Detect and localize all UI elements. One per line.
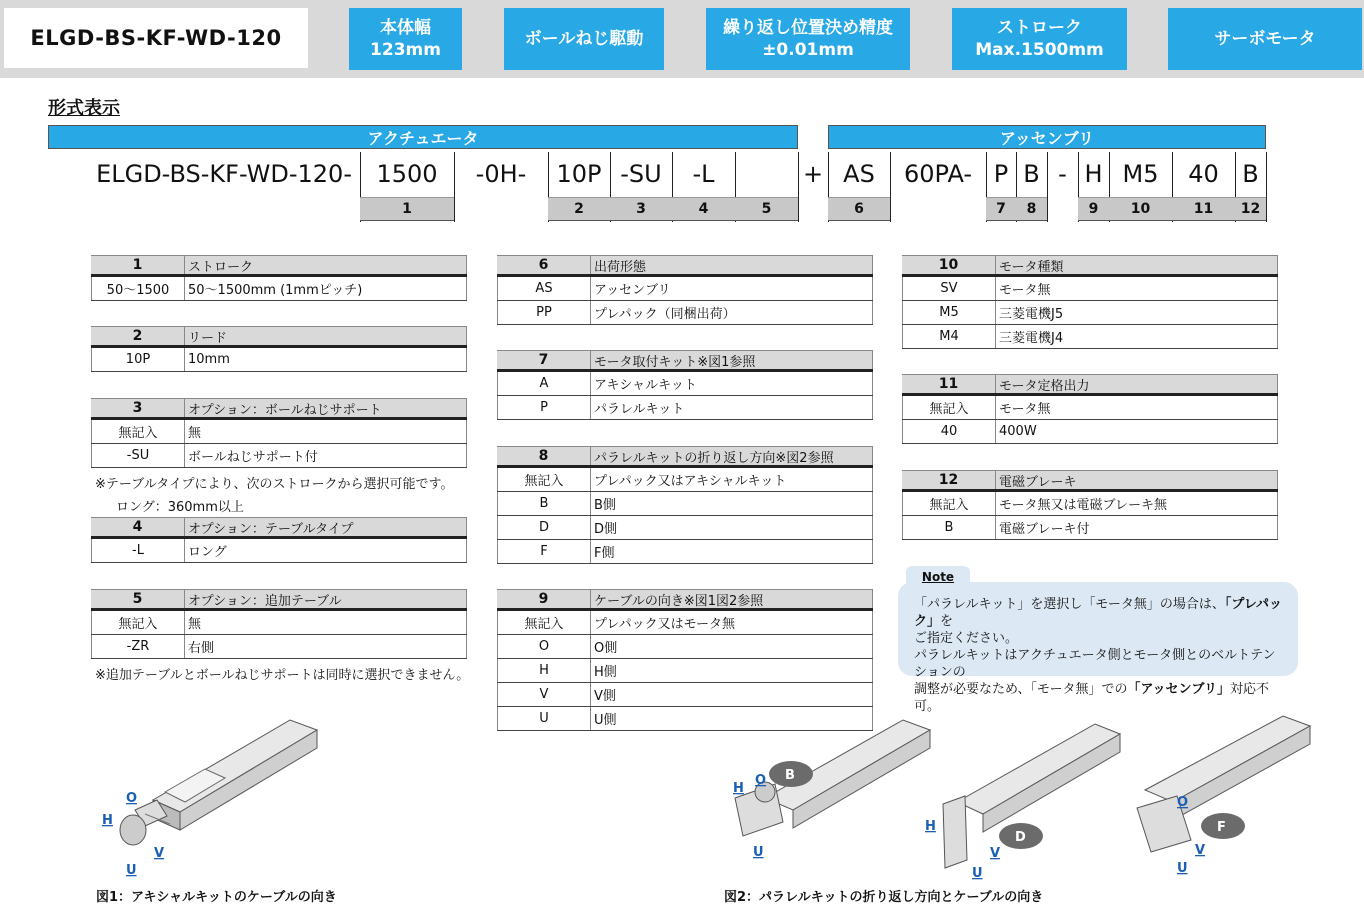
option-description: 50～1500mm (1mmピッチ) bbox=[185, 277, 467, 300]
spec-box-accuracy bbox=[706, 8, 910, 70]
label-U: U bbox=[753, 845, 764, 860]
option-code: H bbox=[497, 659, 591, 682]
table-motor-type bbox=[902, 255, 1278, 349]
figure1-axial-kit-illustration bbox=[95, 712, 335, 882]
table-header bbox=[91, 589, 467, 611]
table-title: 電磁ブレーキ bbox=[996, 471, 1278, 489]
note-text: 「パラレルキット」を選択し「モータ無」の場合は、 bbox=[914, 597, 1225, 612]
option-code: 無記入 bbox=[91, 420, 185, 443]
actuator-bar: アクチュエータ bbox=[48, 125, 798, 149]
option-description: H側 bbox=[591, 659, 873, 682]
table-number: 3 bbox=[91, 399, 185, 417]
spec-box-stroke bbox=[952, 8, 1127, 70]
option-description: 三菱電機J4 bbox=[996, 325, 1278, 348]
note-text: 調整が必要なため、「モータ無」での bbox=[914, 682, 1128, 697]
option-code: 40 bbox=[902, 420, 996, 443]
header-bar bbox=[0, 0, 1364, 78]
code-number: 12 bbox=[1235, 197, 1266, 221]
option-code: 無記入 bbox=[497, 468, 591, 491]
label-U: U bbox=[972, 866, 983, 881]
option-description: 400W bbox=[996, 420, 1278, 443]
table-row bbox=[91, 539, 467, 563]
table-number: 9 bbox=[497, 590, 591, 608]
code-part-extra bbox=[735, 152, 798, 196]
table-header bbox=[91, 326, 467, 348]
code-number: 2 bbox=[548, 197, 610, 221]
spec-label: 繰り返し位置決め精度 bbox=[723, 18, 893, 38]
code-part-support: -SU bbox=[620, 160, 662, 188]
note-emphasis: 「アッセンブリ」 bbox=[1127, 682, 1231, 697]
figure1-caption: 図1：アキシャルキットのケーブルの向き bbox=[96, 890, 337, 905]
table-title: オプション：追加テーブル bbox=[185, 590, 467, 608]
note-text: パラレルキットはアクチュエータ側とモータ側とのベルトテンションの bbox=[914, 648, 1276, 680]
table-note: ※追加テーブルとボールねじサポートは同時に選択できません。 bbox=[95, 668, 470, 683]
code-part-kit: P bbox=[993, 160, 1009, 188]
table-number: 10 bbox=[902, 256, 996, 274]
note-text: ご指定ください。 bbox=[914, 631, 1019, 646]
section-title: 形式表示 bbox=[48, 98, 120, 119]
table-shipping bbox=[497, 255, 873, 325]
table-table-type bbox=[91, 517, 467, 563]
spec-label: サーボモータ bbox=[1214, 29, 1316, 49]
note-tab: Note bbox=[906, 566, 970, 588]
figure2-caption: 図2：パラレルキットの折り返し方向とケーブルの向き bbox=[724, 890, 1044, 905]
code-part-fixed: -0H- bbox=[475, 160, 527, 188]
table-number: 5 bbox=[91, 590, 185, 608]
code-part-output: 40 bbox=[1188, 160, 1219, 188]
option-code: M5 bbox=[902, 301, 996, 324]
spec-label: 本体幅 bbox=[380, 18, 431, 38]
label-B: B bbox=[785, 768, 795, 783]
table-title: パラレルキットの折り返し方向※図2参照 bbox=[591, 447, 873, 465]
table-note: ※テーブルタイプにより、次のストロークから選択可能です。 bbox=[95, 477, 454, 492]
table-title: オプション：ボールねじサポート bbox=[185, 399, 467, 417]
option-description: B側 bbox=[591, 492, 873, 515]
option-description: 無 bbox=[185, 420, 467, 443]
table-stroke bbox=[91, 255, 467, 301]
code-number: 6 bbox=[828, 197, 890, 221]
option-code: 無記入 bbox=[91, 611, 185, 634]
option-code: V bbox=[497, 683, 591, 706]
code-number: 3 bbox=[610, 197, 672, 221]
table-title: モータ種類 bbox=[996, 256, 1278, 274]
label-F: F bbox=[1217, 820, 1226, 835]
table-row bbox=[91, 420, 467, 444]
table-header bbox=[497, 350, 873, 372]
option-code: 50～1500 bbox=[91, 277, 185, 300]
option-code: -L bbox=[91, 539, 185, 562]
option-description: 三菱電機J5 bbox=[996, 301, 1278, 324]
label-H: H bbox=[102, 813, 113, 828]
code-part-brake: B bbox=[1242, 160, 1259, 188]
option-code: O bbox=[497, 635, 591, 658]
table-row bbox=[902, 301, 1278, 325]
option-description: O側 bbox=[591, 635, 873, 658]
table-title: オプション：テーブルタイプ bbox=[185, 518, 467, 536]
model-title: ELGD-BS-KF-WD-120 bbox=[4, 8, 308, 68]
label-H: H bbox=[733, 781, 744, 796]
table-ballscrew-support bbox=[91, 398, 467, 468]
table-motor-kit bbox=[497, 350, 873, 420]
table-header bbox=[902, 374, 1278, 396]
code-part-shipping: AS bbox=[843, 160, 875, 188]
label-U: U bbox=[126, 863, 137, 878]
table-row bbox=[902, 492, 1278, 516]
option-code: B bbox=[902, 516, 996, 539]
code-number: 5 bbox=[735, 197, 798, 221]
table-row bbox=[91, 348, 467, 372]
table-number: 8 bbox=[497, 447, 591, 465]
table-row bbox=[91, 277, 467, 301]
table-motor-output bbox=[902, 374, 1278, 444]
code-number: 7 bbox=[986, 197, 1016, 221]
option-code: M4 bbox=[902, 325, 996, 348]
code-part-fold: B bbox=[1023, 160, 1040, 188]
table-number: 1 bbox=[91, 256, 185, 274]
table-row bbox=[902, 516, 1278, 540]
code-dash: - bbox=[1058, 160, 1067, 188]
option-description: 10mm bbox=[185, 348, 467, 371]
option-description: プレパック又はアキシャルキット bbox=[591, 468, 873, 491]
label-O: O bbox=[126, 791, 138, 806]
option-code: B bbox=[497, 492, 591, 515]
table-header bbox=[91, 517, 467, 539]
table-number: 7 bbox=[497, 351, 591, 369]
table-row bbox=[497, 659, 873, 683]
table-row bbox=[902, 277, 1278, 301]
spec-box-motor bbox=[1168, 8, 1362, 70]
code-part-fixed2: 60PA- bbox=[903, 160, 973, 188]
label-D: D bbox=[1015, 830, 1026, 845]
note-text: 対応不可。 bbox=[914, 682, 1270, 714]
table-row bbox=[91, 635, 467, 659]
option-code: 無記入 bbox=[497, 611, 591, 634]
table-row bbox=[902, 420, 1278, 444]
note-emphasis: 「プレパック」 bbox=[914, 597, 1282, 629]
code-number: 11 bbox=[1172, 197, 1235, 221]
table-number: 11 bbox=[902, 375, 996, 393]
table-row bbox=[497, 635, 873, 659]
spec-value: ±0.01mm bbox=[762, 40, 854, 60]
code-part-stroke: 1500 bbox=[376, 160, 438, 188]
table-header bbox=[91, 255, 467, 277]
label-V: V bbox=[990, 846, 1001, 861]
table-number: 6 bbox=[497, 256, 591, 274]
spec-value: Max.1500mm bbox=[975, 40, 1104, 60]
table-title: リード bbox=[185, 327, 467, 345]
table-row bbox=[91, 611, 467, 635]
option-description: 電磁ブレーキ付 bbox=[996, 516, 1278, 539]
table-additional-table bbox=[91, 589, 467, 659]
label-V: V bbox=[154, 846, 165, 861]
table-row bbox=[497, 301, 873, 325]
table-row bbox=[497, 277, 873, 301]
table-row bbox=[902, 325, 1278, 349]
option-description: プレパック（同梱出荷） bbox=[591, 301, 873, 324]
table-number: 4 bbox=[91, 518, 185, 536]
spec-label: ボールねじ駆動 bbox=[524, 29, 644, 49]
option-code: F bbox=[497, 540, 591, 563]
option-description: U側 bbox=[591, 707, 873, 730]
option-code: D bbox=[497, 516, 591, 539]
label-H: H bbox=[925, 819, 936, 834]
option-code: AS bbox=[497, 277, 591, 300]
table-brake bbox=[902, 470, 1278, 540]
option-description: D側 bbox=[591, 516, 873, 539]
spec-box-drive bbox=[504, 8, 664, 70]
option-description: アッセンブリ bbox=[591, 277, 873, 300]
table-title: モータ取付キット※図1参照 bbox=[591, 351, 873, 369]
option-code: -SU bbox=[91, 444, 185, 467]
option-code: 無記入 bbox=[902, 492, 996, 515]
table-title: ストローク bbox=[185, 256, 467, 274]
code-part-table: -L bbox=[692, 160, 715, 188]
option-code: 10P bbox=[91, 348, 185, 371]
code-number: 4 bbox=[672, 197, 735, 221]
table-row bbox=[497, 540, 873, 564]
option-description: V側 bbox=[591, 683, 873, 706]
option-description: パラレルキット bbox=[591, 396, 873, 419]
option-code: -ZR bbox=[91, 635, 185, 658]
option-description: ロング bbox=[185, 539, 467, 562]
option-description: プレパック又はモータ無 bbox=[591, 611, 873, 634]
table-header bbox=[91, 398, 467, 420]
label-U: U bbox=[1177, 861, 1188, 876]
table-row bbox=[497, 372, 873, 396]
option-description: 無 bbox=[185, 611, 467, 634]
code-number: 1 bbox=[360, 197, 454, 221]
table-row bbox=[497, 611, 873, 635]
option-description: モータ無又は電磁ブレーキ無 bbox=[996, 492, 1278, 515]
table-row bbox=[497, 683, 873, 707]
table-row bbox=[497, 468, 873, 492]
option-description: アキシャルキット bbox=[591, 372, 873, 395]
label-V: V bbox=[1195, 843, 1206, 858]
option-code: A bbox=[497, 372, 591, 395]
code-part-motor: M5 bbox=[1122, 160, 1159, 188]
note-text: を bbox=[940, 614, 954, 629]
code-number: 10 bbox=[1109, 197, 1172, 221]
option-code: 無記入 bbox=[902, 396, 996, 419]
table-header bbox=[902, 255, 1278, 277]
table-note: ロング：360mm以上 bbox=[116, 500, 244, 515]
option-description: モータ無 bbox=[996, 277, 1278, 300]
option-code: SV bbox=[902, 277, 996, 300]
table-number: 2 bbox=[91, 327, 185, 345]
table-row bbox=[497, 516, 873, 540]
table-header bbox=[902, 470, 1278, 492]
table-title: ケーブルの向き※図1図2参照 bbox=[591, 590, 873, 608]
table-row bbox=[497, 492, 873, 516]
option-code: PP bbox=[497, 301, 591, 324]
label-O: O bbox=[1177, 795, 1189, 810]
assembly-bar: アッセンブリ bbox=[828, 125, 1266, 149]
code-prefix: ELGD-BS-KF-WD-120- bbox=[96, 160, 352, 188]
label-O: O bbox=[755, 773, 767, 788]
spec-box-width bbox=[349, 8, 462, 70]
table-title: 出荷形態 bbox=[591, 256, 873, 274]
table-header bbox=[497, 255, 873, 277]
option-description: 右側 bbox=[185, 635, 467, 658]
table-fold-direction bbox=[497, 446, 873, 564]
table-row bbox=[497, 396, 873, 420]
table-header bbox=[497, 589, 873, 611]
option-description: ボールねじサポート付 bbox=[185, 444, 467, 467]
code-part-cable: H bbox=[1084, 160, 1103, 188]
code-part-lead: 10P bbox=[556, 160, 602, 188]
option-description: F側 bbox=[591, 540, 873, 563]
spec-value: 123mm bbox=[370, 40, 441, 60]
table-row bbox=[902, 396, 1278, 420]
figure2-parallel-kit-illustration bbox=[725, 712, 1325, 884]
table-cable-direction bbox=[497, 589, 873, 731]
table-lead bbox=[91, 326, 467, 372]
table-number: 12 bbox=[902, 471, 996, 489]
code-number: 8 bbox=[1016, 197, 1047, 221]
code-plus: + bbox=[802, 160, 824, 188]
table-title: モータ定格出力 bbox=[996, 375, 1278, 393]
note-box bbox=[898, 582, 1298, 714]
spec-label: ストローク bbox=[997, 18, 1082, 38]
code-number: 9 bbox=[1078, 197, 1109, 221]
option-code: U bbox=[497, 707, 591, 730]
option-description: モータ無 bbox=[996, 396, 1278, 419]
table-header bbox=[497, 446, 873, 468]
table-row bbox=[91, 444, 467, 468]
option-code: P bbox=[497, 396, 591, 419]
